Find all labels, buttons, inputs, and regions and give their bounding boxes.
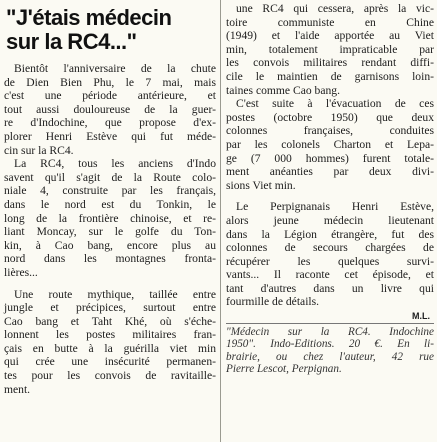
left-column xyxy=(4,2,216,440)
text-line: taines comme Cao bang. xyxy=(226,83,340,97)
text-line: long de la frontière chinoise, et re- xyxy=(4,211,216,225)
text-line: une RC4 qui cessera, après la vic- xyxy=(236,2,434,15)
text-line: tes pour les convois de ravitaille- xyxy=(4,369,216,383)
text-line: cile le maintien de garnisons loin- xyxy=(226,69,434,83)
text-line: jungle et précipices, surtout entre xyxy=(4,301,216,315)
text-line: re d'Indochine, que propose d'ex- xyxy=(4,116,216,130)
text-line: fourmille de détails. xyxy=(226,295,320,309)
text-line: plorer Henri Estève qui fut méde- xyxy=(4,129,216,143)
text-line: C'est suite à l'évacuation de ces xyxy=(236,97,434,111)
text-line: qui crée une insécurité permanen- xyxy=(4,355,216,369)
right-paragraph-1 xyxy=(226,2,434,97)
text-line: récupérer les quelques survi- xyxy=(226,254,434,268)
left-paragraph-2 xyxy=(4,157,216,279)
headline-line-2: sur la RC4..." xyxy=(6,29,137,54)
right-column xyxy=(226,2,434,440)
text-line: postes (octobre 1950) que deux xyxy=(226,110,434,124)
text-line: lières... xyxy=(4,265,38,279)
author-byline: M.L. xyxy=(412,311,430,322)
text-line: Une route mythique, taillée entre xyxy=(14,287,216,301)
headline-line-1: "J'étais médecin xyxy=(6,5,172,30)
text-line: ment anéanties par deux divi- xyxy=(226,165,434,179)
text-line: (1949) et l'aide apportée au Viet xyxy=(226,29,434,43)
text-line: niale 4, construite par les français, xyxy=(4,184,216,198)
book-info xyxy=(226,323,434,376)
text-line: liant Moncay, sur le golfe du Ton- xyxy=(4,225,216,239)
text-line: c'est une période antérieure, et xyxy=(4,89,216,103)
right-paragraph-2 xyxy=(226,97,434,192)
article-headline xyxy=(6,6,216,54)
text-line: ment. xyxy=(4,382,31,396)
info-line: "Médecin sur la RC4. Indochine xyxy=(226,326,434,339)
text-line: Cao bang et Taht Khé, où s'éche- xyxy=(4,314,216,328)
text-line: kin, à Cao bang, encore plus au xyxy=(4,238,216,252)
text-line: çais en butte à la guérilla viet min xyxy=(4,341,216,355)
text-line: colonnes françaises, conduites xyxy=(226,124,434,138)
right-paragraph-3 xyxy=(226,200,434,309)
text-line: nord dans les montagnes fronta- xyxy=(4,252,216,266)
text-line: La RC4, tous les anciens d'Indo xyxy=(14,157,216,171)
text-line: lonnent les postes militaires fran- xyxy=(4,328,216,342)
text-line: Le Perpignanais Henri Estève, xyxy=(236,200,434,214)
info-line: brairie, ou chez l'auteur, 42 rue xyxy=(226,350,434,363)
column-divider xyxy=(220,0,221,442)
info-line: Pierre Lescot, Perpignan. xyxy=(226,363,342,376)
text-line: vants... Il raconte cet épisode, et xyxy=(226,268,434,282)
text-line: tant d'autres dans un livre qui xyxy=(226,281,434,295)
text-line: Bientôt l'anniversaire de la chute xyxy=(14,62,216,75)
text-line: min, totalement impraticable par xyxy=(226,42,434,56)
text-line: alors jeune médecin lieutenant xyxy=(226,213,434,227)
left-paragraph-1 xyxy=(4,62,216,157)
text-line: dans le nord est du Tonkin, le xyxy=(4,197,216,211)
left-paragraph-3 xyxy=(4,288,216,397)
text-line: colonnes de secours chargées de xyxy=(226,241,434,255)
text-line: par les colonels Charton et Lepa- xyxy=(226,137,434,151)
text-line: tout aussi douloureuse de la guer- xyxy=(4,102,216,116)
text-line: sions Viet min. xyxy=(226,178,296,192)
text-line: cin sur la RC4. xyxy=(4,143,74,157)
text-line: dans la Légion étrangère, fut des xyxy=(226,227,434,241)
info-line: 1950". Indo-Editions. 20 €. En li- xyxy=(226,338,434,351)
text-line: les convois militaires rendant diffi- xyxy=(226,56,434,70)
text-line: de Dien Bien Phu, le 7 mai, mais xyxy=(4,75,216,89)
text-line: toire communiste en Chine xyxy=(226,15,434,29)
text-line: ge (7 000 hommes) furent totale- xyxy=(226,151,434,165)
text-line: savent qu'il s'agit de la Route colo- xyxy=(4,170,216,184)
